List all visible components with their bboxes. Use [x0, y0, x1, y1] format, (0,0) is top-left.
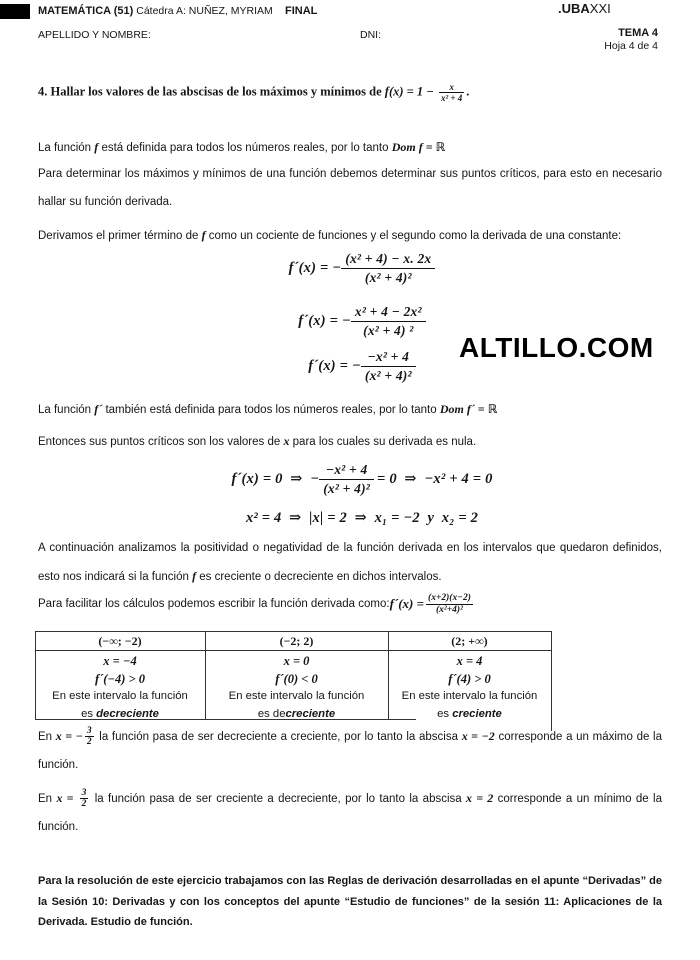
sign-result: f´(4) > 0 — [448, 671, 491, 686]
table-border-right — [551, 631, 552, 731]
paragraph-derivation-intro: Derivamos el primer término de f como un cociente de funciones y el segundo como la derivada de una constante: — [38, 228, 622, 242]
equation-derivative-step3: f´(x) = − $\frac{\text{−x² + 4}}{\text{(x² + 4)²}}$ — [12, 349, 700, 384]
fraction: $\frac{\text{(x² + 4) − x. 2x}}{\text{(x² + 4)²}}$ — [341, 251, 435, 286]
fraction: $\frac{\text{−x² + 4}}{\text{(x² + 4)²}}$ — [319, 462, 374, 497]
dni-field-label: DNI: — [360, 29, 381, 41]
tema-label: TEMA 4 — [618, 27, 658, 39]
title-fraction: $\frac{x}{\text{x² + 4}}$ — [440, 82, 463, 104]
problem-title-text: 4. Hallar los valores de las abscisas de los máximos y mínimos de — [38, 84, 385, 99]
paragraph-domain-f: La función f está definida para todos los números reales, por lo tanto Dom f = ℝ — [38, 140, 446, 154]
math-f-prime: f´ — [94, 402, 103, 416]
verdict-line: es decreciente — [81, 707, 159, 720]
math-f-prime-eq: f´(x) = — [389, 596, 425, 612]
sign-result: f´(−4) > 0 — [94, 671, 146, 686]
fraction: $\frac{3}{2}$ — [86, 725, 92, 748]
table-cell-interval-2: x = 0 f´(0) < 0 En este intervalo la función es decreciente — [205, 650, 388, 723]
equation-derivative-step1: f´(x) = − $\frac{\text{(x² + 4) − x. 2x}}{\text{(x² + 4)²}}$ — [12, 251, 700, 286]
table-header-interval-1: (−∞; −2) — [98, 634, 142, 648]
paragraph-critical-values: Entonces sus puntos críticos son los valores de x para los cuales su derivada es nula. — [38, 434, 477, 448]
conclusion-maximum: En x = − $\frac{3}{2}$ la función pasa de ser decreciente a creciente, por lo tanto la abscisa x = −2 corresponde a un máximo de la función. — [38, 725, 662, 771]
paragraph-factored-derivative: Para facilitar los cálculos podemos escribir la función derivada como: f´(x) = $\frac{(x+2)(x-2)}{\text{(x²+4)²}}$ — [38, 593, 471, 615]
verdict-line: es creciente — [437, 707, 502, 720]
corner-mark — [0, 4, 30, 19]
math-dom-f: Dom f = ℝ — [391, 140, 446, 154]
paragraph-sign-analysis: A continuación analizamos la positividad o negatividad de la función derivada en los intervalos que quedaron definidos, esto nos indicará si la función f es creciente o decreciente en dichos intervalos. — [38, 542, 662, 583]
math-f: f — [94, 140, 99, 154]
math-dom-f-prime: Dom f´ = ℝ — [439, 402, 498, 416]
sheet-number: Hoja 4 de 4 — [604, 40, 658, 52]
table-header-interval-3: (2; +∞) — [451, 634, 488, 648]
equation-derivative-zero: f´(x) = 0 ⇒ − $\frac{\text{−x² + 4}}{\text{(x² + 4)²}}$ = 0 ⇒ −x² + 4 = 0 — [231, 462, 493, 496]
test-value: x = 4 — [456, 654, 483, 668]
math-x: x — [283, 434, 290, 448]
conclusion-minimum: En x = $\frac{3}{2}$ la función pasa de ser creciente a decreciente, por lo tanto la abscisa x = 2 corresponde a un mínimo de la función. — [38, 787, 662, 833]
verdict: creciente — [452, 707, 502, 720]
paragraph-domain-f-prime: La función f´ también está definida para todos los números reales, por lo tanto Dom f´ = ℝ — [38, 402, 498, 416]
fraction: $\frac{(x+2)(x-2)}{\text{(x²+4)²}}$ — [428, 593, 471, 615]
fraction: $\frac{3}{2}$ — [81, 787, 87, 810]
interval-table — [35, 631, 552, 721]
math-x-value: x = − — [55, 729, 83, 743]
fraction: $\frac{\text{−x² + 4}}{\text{(x² + 4)²}}$ — [361, 349, 416, 384]
name-field-label: APELLIDO Y NOMBRE: — [38, 29, 151, 41]
verdict: decreciente — [96, 707, 159, 720]
math-f: f — [201, 228, 206, 242]
math-f: f — [192, 569, 197, 583]
uba-logo-bold: .UBA — [558, 1, 590, 16]
table-cell-interval-1: x = −4 f´(−4) > 0 En este intervalo la función es decreciente — [35, 650, 205, 723]
test-value: x = −4 — [103, 654, 137, 668]
verdict-line: es decreciente — [257, 707, 336, 720]
math-abscissa: x = −2 — [461, 729, 495, 743]
equation-derivative-step2: f´(x) = − $\frac{\text{x² + 4 − 2x²}}{\text{(x² + 4) ²}}$ — [12, 304, 700, 339]
verdict: creciente — [285, 707, 336, 720]
problem-title — [38, 82, 469, 104]
paragraph-critical-points-intro: Para determinar los máximos y mínimos de una función debemos determinar sus puntos críticos, para esto en necesario hallar su función derivada. — [38, 168, 662, 208]
equation-roots: x² = 4 ⇒ |x| = 2 ⇒ x₁ = −2 y x₂ = 2 — [245, 510, 479, 526]
course-chair: Cátedra A: NUÑEZ, MYRIAM — [133, 5, 273, 17]
problem-title-formula: f(x) = 1 − — [384, 84, 437, 99]
exam-type-label: FINAL — [285, 5, 318, 17]
table-header-interval-2: (−2; 2) — [279, 634, 314, 648]
uba-logo-xxi: XXI — [589, 1, 611, 16]
footer-reference-note: Para la resolución de este ejercicio trabajamos con las Reglas de derivación desarrolladas en el apunte “Derivadas” de la Sesión 10: Derivadas y con los conceptos del apunte “Estudio de funciones” de la sesión 11: Aplicaciones de la Derivada. Estudio de función. — [38, 875, 662, 928]
fraction: $\frac{\text{x² + 4 − 2x²}}{\text{(x² + 4) ²}}$ — [351, 304, 426, 339]
problem-title-period: . — [466, 84, 470, 99]
course-name: MATEMÁTICA (51) — [38, 5, 134, 17]
altillo-watermark: ALTILLO.COM — [459, 332, 654, 363]
table-cell-interval-3: x = 4 f´(4) > 0 En este intervalo la función es creciente — [388, 650, 551, 723]
math-abscissa: x = 2 — [466, 791, 494, 805]
sign-result: f´(0) < 0 — [275, 671, 318, 686]
course-title — [38, 5, 273, 17]
test-value: x = 0 — [283, 654, 310, 668]
uba-xxi-logo — [558, 1, 611, 16]
math-x-value: x = — [56, 791, 78, 805]
